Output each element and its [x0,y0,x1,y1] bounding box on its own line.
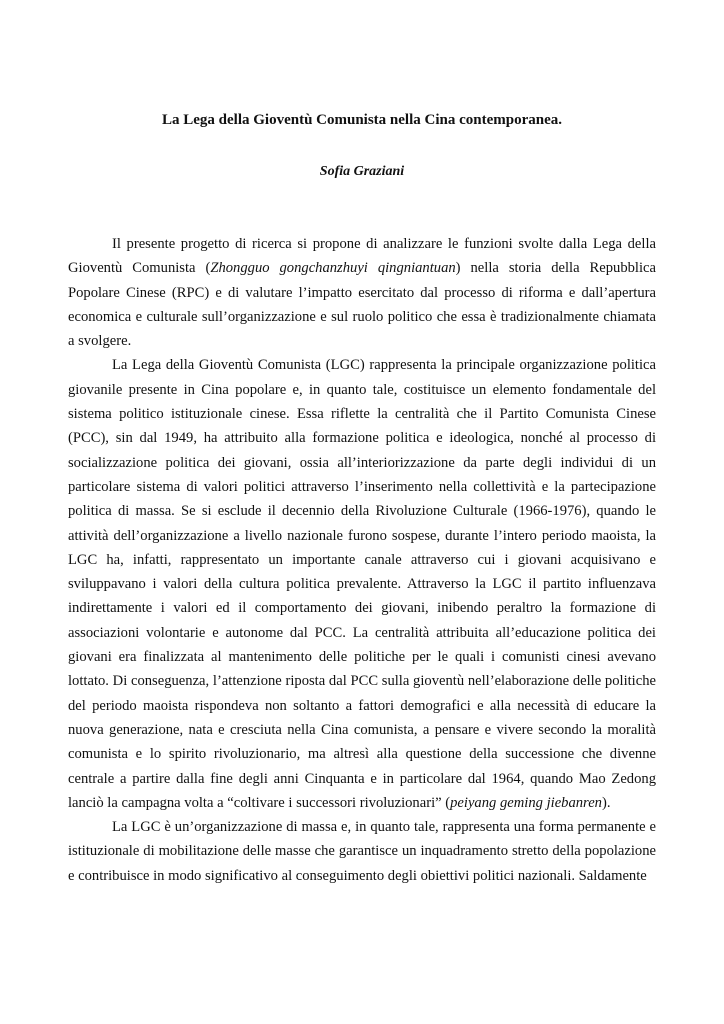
paragraph-1 [68,232,656,353]
document-body [68,232,656,888]
paragraph-1-italic-term: Zhongguo gongchanzhuyi qingniantuan [210,260,456,277]
author-name: Sofia Graziani [319,164,405,179]
paragraph-3-text: La LGC è un’organizzazione di massa e, in quanto tale, rappresenta una forma permanente e istituzionale di mobilitazione delle masse che garantisce un inquadramento stretto della popolazione e contribuisce in modo significativo al conseguimento degli obiettivi politici nazionali. Saldamente [68,819,656,884]
paragraph-3 [68,815,656,888]
paragraph-2-text: La Lega della Gioventù Comunista (LGC) rappresenta la principale organizzazione politica giovanile presente in Cina popolare e, in quanto tale, costituisce un elemento fondamentale del sistema politico istituzionale cinese. Essa riflette la centralità che il Partito Comunista Cinese (PCC), sin dal 1949, ha attribuito alla formazione politica e ideologica, nonché al processo di socializzazione politica dei giovani, ossia all’interiorizzazione da parte degli individui di un particolare sistema di valori politici attraverso l’inserimento nella collettività e la partecipazione politica di massa. Se si esclude il decennio della Rivoluzione Culturale (1966-1976), quando le attività dell’organizzazione a livello nazionale furono sospese, durante l’intero periodo maoista, la LGC ha, infatti, rappresentato un importante canale attraverso cui i giovani acquisivano e sviluppavano i valori della cultura politica prevalente. Attraverso la LGC il partito influenzava indirettamente i valori ed il comportamento dei giovani, inibendo peraltro la formazione di associazioni volontarie e autonome dal PCC. La centralità attribuita all’educazione politica dei giovani era finalizzata al mantenimento delle politiche per le quali i comunisti cinesi avevano lottato. Di conseguenza, l’attenzione riposta dal PCC sulla gioventù nell’elaborazione delle politiche del periodo maoista rispondeva non soltanto a fattori demografici e alla necessità di educare la nuova generazione, nata e cresciuta nella Cina comunista, a pensare e vivere secondo la moralità comunista e lo spirito rivoluzionario, ma altresì alla questione della successione che divenne centrale a partire dalla fine degli anni Cinquanta e in particolare dal 1964, quando Mao Zedong lanciò la campagna volta a “coltivare i successori rivoluzionari” ( [68,357,656,811]
document-title: La Lega della Gioventù Comunista nella Cina contemporanea. [161,112,562,128]
paragraph-1-text-cont: ) nella storia della Repubblica Popolare Cinese (RPC) e di valutare l’impatto esercitato dal processo di riforma e dall’apertura economica e culturale sull’organizzazione e sul ruolo politico che essa è tradizionalmente chiamata a svolgere. [68,260,656,350]
paragraph-2-text-cont: ). [601,794,611,811]
paragraph-2-italic-term: peiyang geming jiebanren [450,794,602,811]
paragraph-2 [68,353,656,815]
paragraph-1-text: Il presente progetto di ricerca si propone di analizzare le funzioni svolte dalla Lega della Gioventù Comunista ( [68,236,656,277]
